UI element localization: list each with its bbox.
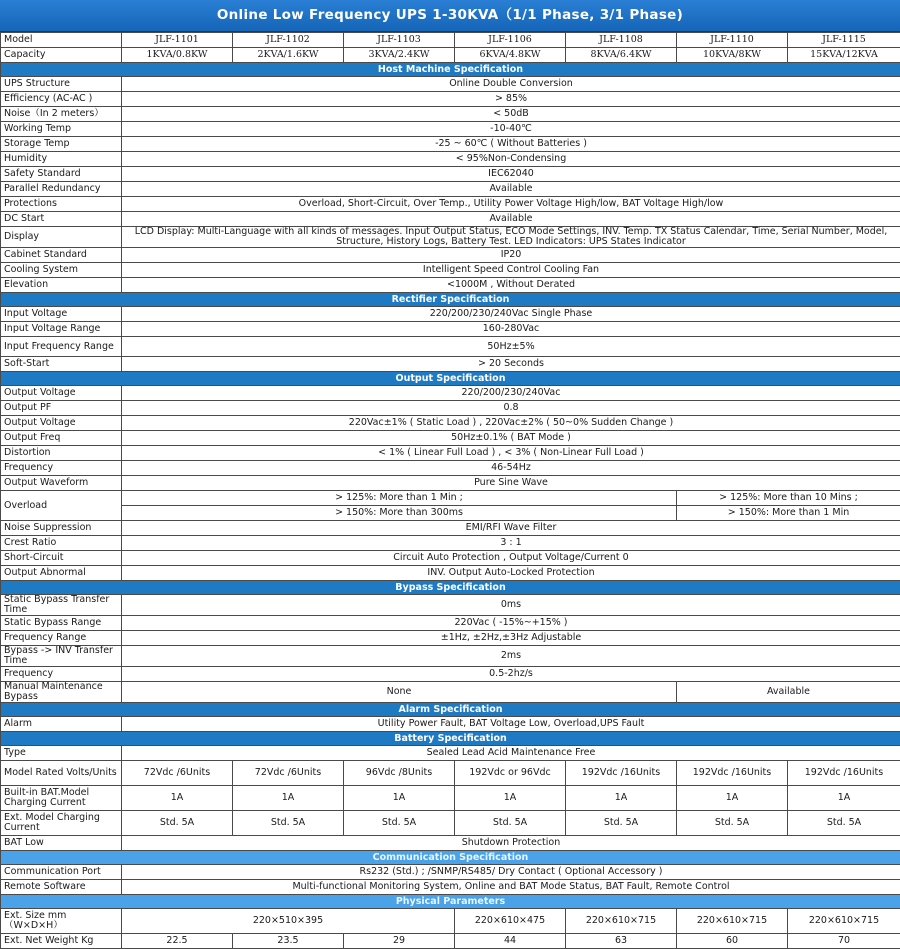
- section-header-bypass: [1, 581, 900, 595]
- model-value: 1A: [233, 786, 344, 811]
- model-value: 15KVA/12KVA: [788, 48, 900, 63]
- spec-row-static-bypass-transfer-time: [1, 595, 900, 616]
- spec-label: Humidity: [1, 152, 122, 167]
- section-title: Bypass Specification: [1, 581, 900, 595]
- model-value: 1A: [788, 786, 900, 811]
- spec-row-efficiency-ac-ac: [1, 92, 900, 107]
- section-header-comm: [1, 851, 900, 865]
- model-value: 44: [455, 934, 566, 949]
- spec-label: Distortion: [1, 446, 122, 461]
- spec-value: ±1Hz, ±2Hz,±3Hz Adjustable: [122, 631, 900, 646]
- spec-value: Available: [122, 182, 900, 197]
- spec-label: Protections: [1, 197, 122, 212]
- model-value: 23.5: [233, 934, 344, 949]
- model-value: 10KVA/8KW: [677, 48, 788, 63]
- model-value: Std. 5A: [122, 811, 233, 836]
- spec-label: Input Frequency Range: [1, 337, 122, 357]
- model-value: JLF-1106: [455, 33, 566, 48]
- spec-row-cabinet-standard: [1, 248, 900, 263]
- spec-value: IP20: [122, 248, 900, 263]
- spec-label: Elevation: [1, 278, 122, 293]
- spec-label: Short-Circuit: [1, 551, 122, 566]
- spec-value: IEC62040: [122, 167, 900, 182]
- model-value: 192Vdc or 96Vdc: [455, 761, 566, 786]
- model-value: 220×610×715: [677, 909, 788, 934]
- section-header-rectifier: [1, 293, 900, 307]
- spec-label: Output Voltage: [1, 416, 122, 431]
- section-title: Communication Specification: [1, 851, 900, 865]
- model-value: JLF-1115: [788, 33, 900, 48]
- spec-label: Manual Maintenance Bypass: [1, 682, 122, 703]
- spec-label: Static Bypass Transfer Time: [1, 595, 122, 616]
- spec-row-ext-size: [1, 909, 900, 934]
- spec-value: 220/200/230/240Vac Single Phase: [122, 307, 900, 322]
- section-title: Physical Parameters: [1, 895, 900, 909]
- spec-value: INV. Output Auto-Locked Protection: [122, 566, 900, 581]
- spec-label: Input Voltage: [1, 307, 122, 322]
- spec-value: > 85%: [122, 92, 900, 107]
- spec-row-manual-bypass: [1, 682, 900, 703]
- spec-row-output-voltage: [1, 416, 900, 431]
- spec-label: Alarm: [1, 717, 122, 732]
- spec-value: 220Vac ( -15%~+15% ): [122, 616, 900, 631]
- spec-value: < 1% ( Linear Full Load ) , < 3% ( Non-Linear Full Load ): [122, 446, 900, 461]
- spec-value: > 20 Seconds: [122, 357, 900, 372]
- spec-row-output-abnormal: [1, 566, 900, 581]
- capacity-row: [1, 48, 900, 63]
- spec-row-net-weight: [1, 934, 900, 949]
- spec-value: Overload, Short-Circuit, Over Temp., Utility Power Voltage High/low, BAT Voltage High/low: [122, 197, 900, 212]
- model-value: Std. 5A: [677, 811, 788, 836]
- spec-label: Noise Suppression: [1, 521, 122, 536]
- spec-row-battery-builtin: [1, 786, 900, 811]
- spec-row-elevation: [1, 278, 900, 293]
- spec-row-overload-1: [1, 491, 900, 506]
- spec-row-working-temp: [1, 122, 900, 137]
- spec-label: Efficiency (AC-AC ): [1, 92, 122, 107]
- spec-label: Output Abnormal: [1, 566, 122, 581]
- spec-value: 3 : 1: [122, 536, 900, 551]
- spec-value: -10-40℃: [122, 122, 900, 137]
- spec-row-display: [1, 227, 900, 248]
- spec-row-frequency-range: [1, 631, 900, 646]
- spec-value: 0.8: [122, 401, 900, 416]
- model-value: JLF-1103: [344, 33, 455, 48]
- model-value: 1A: [455, 786, 566, 811]
- spec-label: Type: [1, 746, 122, 761]
- spec-row-soft-start: [1, 357, 900, 372]
- model-value: 192Vdc /16Units: [566, 761, 677, 786]
- overload-right-1: > 125%: More than 10 Mins ;: [677, 491, 900, 506]
- spec-row-noise-suppression: [1, 521, 900, 536]
- spec-row-storage-temp: [1, 137, 900, 152]
- spec-label: Cooling System: [1, 263, 122, 278]
- spec-row-protections: [1, 197, 900, 212]
- size-small: 220×510×395: [122, 909, 455, 934]
- spec-row-dc-start: [1, 212, 900, 227]
- spec-value: Multi-functional Monitoring System, Online and BAT Mode Status, BAT Fault, Remote Control: [122, 880, 900, 895]
- spec-row-output-waveform: [1, 476, 900, 491]
- spec-label: Bypass -> INV Transfer Time: [1, 646, 122, 667]
- section-title: Battery Specification: [1, 732, 900, 746]
- model-row: [1, 33, 900, 48]
- spec-label: Built-in BAT.Model Charging Current: [1, 786, 122, 811]
- model-value: JLF-1110: [677, 33, 788, 48]
- overload-left-1: > 125%: More than 1 Min ;: [122, 491, 677, 506]
- spec-label: Safety Standard: [1, 167, 122, 182]
- spec-value: EMI/RFI Wave Filter: [122, 521, 900, 536]
- section-header-physical: [1, 895, 900, 909]
- model-value: 6KVA/4.8KW: [455, 48, 566, 63]
- spec-label: Storage Temp: [1, 137, 122, 152]
- spec-label: UPS Structure: [1, 77, 122, 92]
- spec-row-battery-type: [1, 746, 900, 761]
- spec-row-comm-port: [1, 865, 900, 880]
- spec-row-humidity: [1, 152, 900, 167]
- spec-label: Display: [1, 227, 122, 248]
- spec-value: <1000M , Without Derated: [122, 278, 900, 293]
- model-value: 220×610×715: [566, 909, 677, 934]
- spec-label: Output Freq: [1, 431, 122, 446]
- spec-row-crest-ratio: [1, 536, 900, 551]
- spec-row-battery-low: [1, 836, 900, 851]
- spec-label: Model: [1, 33, 122, 48]
- spec-row-input-frequency-range: [1, 337, 900, 357]
- model-value: 29: [344, 934, 455, 949]
- model-value: 96Vdc /8Units: [344, 761, 455, 786]
- spec-row-output-freq: [1, 431, 900, 446]
- model-value: Std. 5A: [566, 811, 677, 836]
- model-value: 220×610×475: [455, 909, 566, 934]
- model-value: 1A: [122, 786, 233, 811]
- spec-row-frequency: [1, 461, 900, 476]
- spec-label: Static Bypass Range: [1, 616, 122, 631]
- spec-row-output-voltage: [1, 386, 900, 401]
- spec-row-remote-software: [1, 880, 900, 895]
- spec-label: Ext. Size mm（W×D×H）: [1, 909, 122, 934]
- model-value: 1A: [344, 786, 455, 811]
- spec-value: Available: [122, 212, 900, 227]
- spec-label: Overload: [1, 491, 122, 521]
- spec-value: 50Hz±5%: [122, 337, 900, 357]
- spec-row-ups-structure: [1, 77, 900, 92]
- spec-label: Soft-Start: [1, 357, 122, 372]
- spec-value: LCD Display: Multi-Language with all kinds of messages. Input Output Status, ECO Mode Settings, INV. Temp. TX Status Calendar, Time, Serial Number, Model, Structure, History Logs, Battery Test. LED Indicators: UPS States Indicator: [122, 227, 900, 248]
- spec-row-battery-ext: [1, 811, 900, 836]
- spec-label: Crest Ratio: [1, 536, 122, 551]
- spec-label: Capacity: [1, 48, 122, 63]
- spec-row-output-pf: [1, 401, 900, 416]
- spec-value: 220Vac±1% ( Static Load ) , 220Vac±2% ( 50~0% Sudden Change ): [122, 416, 900, 431]
- spec-value: Pure Sine Wave: [122, 476, 900, 491]
- spec-table: [0, 32, 900, 949]
- spec-label: Cabinet Standard: [1, 248, 122, 263]
- model-value: 60: [677, 934, 788, 949]
- section-header-battery: [1, 732, 900, 746]
- spec-label: Remote Software: [1, 880, 122, 895]
- section-header-host: [1, 63, 900, 77]
- spec-value: Sealed Lead Acid Maintenance Free: [122, 746, 900, 761]
- model-value: 192Vdc /16Units: [677, 761, 788, 786]
- spec-value: 2ms: [122, 646, 900, 667]
- spec-label: Output PF: [1, 401, 122, 416]
- model-value: 72Vdc /6Units: [122, 761, 233, 786]
- spec-row-static-bypass-range: [1, 616, 900, 631]
- spec-label: BAT Low: [1, 836, 122, 851]
- spec-value: 220/200/230/240Vac: [122, 386, 900, 401]
- spec-label: Input Voltage Range: [1, 322, 122, 337]
- spec-row-cooling-system: [1, 263, 900, 278]
- spec-value: Intelligent Speed Control Cooling Fan: [122, 263, 900, 278]
- spec-row-noise-in-2-meters: [1, 107, 900, 122]
- spec-value: 0ms: [122, 595, 900, 616]
- spec-label: Ext. Net Weight Kg: [1, 934, 122, 949]
- spec-value: Shutdown Protection: [122, 836, 900, 851]
- overload-left-2: > 150%: More than 300ms: [122, 506, 677, 521]
- model-value: Std. 5A: [788, 811, 900, 836]
- spec-value: 50Hz±0.1% ( BAT Mode ): [122, 431, 900, 446]
- model-value: 192Vdc /16Units: [788, 761, 900, 786]
- spec-label: Frequency: [1, 667, 122, 682]
- spec-row-input-voltage: [1, 307, 900, 322]
- spec-row-overload-2: [1, 506, 900, 521]
- spec-row-frequency: [1, 667, 900, 682]
- spec-row-input-voltage-range: [1, 322, 900, 337]
- model-value: Std. 5A: [455, 811, 566, 836]
- spec-value: Utility Power Fault, BAT Voltage Low, Overload,UPS Fault: [122, 717, 900, 732]
- sheet-title: Online Low Frequency UPS 1-30KVA（1/1 Phase, 3/1 Phase): [0, 0, 900, 32]
- manual-bypass-right: Available: [677, 682, 900, 703]
- spec-value: Online Double Conversion: [122, 77, 900, 92]
- spec-value: 160-280Vac: [122, 322, 900, 337]
- section-header-output: [1, 372, 900, 386]
- model-value: 1A: [566, 786, 677, 811]
- model-value: 1KVA/0.8KW: [122, 48, 233, 63]
- spec-row-battery-rated: [1, 761, 900, 786]
- spec-value: Rs232 (Std.) ; /SNMP/RS485/ Dry Contact ( Optional Accessory ): [122, 865, 900, 880]
- model-value: 70: [788, 934, 900, 949]
- spec-row-bypass-inv-transfer-time: [1, 646, 900, 667]
- manual-bypass-left: None: [122, 682, 677, 703]
- spec-label: Communication Port: [1, 865, 122, 880]
- spec-row-safety-standard: [1, 167, 900, 182]
- model-value: 22.5: [122, 934, 233, 949]
- model-value: 1A: [677, 786, 788, 811]
- section-title: Alarm Specification: [1, 703, 900, 717]
- spec-label: Frequency Range: [1, 631, 122, 646]
- spec-value: 46-54Hz: [122, 461, 900, 476]
- spec-value: -25 ~ 60℃ ( Without Batteries ): [122, 137, 900, 152]
- spec-label: Ext. Model Charging Current: [1, 811, 122, 836]
- model-value: 2KVA/1.6KW: [233, 48, 344, 63]
- model-value: 3KVA/2.4KW: [344, 48, 455, 63]
- spec-value: Circuit Auto Protection , Output Voltage/Current 0: [122, 551, 900, 566]
- spec-label: Output Waveform: [1, 476, 122, 491]
- model-value: 8KVA/6.4KW: [566, 48, 677, 63]
- model-value: JLF-1101: [122, 33, 233, 48]
- spec-value: < 95%Non-Condensing: [122, 152, 900, 167]
- overload-right-2: > 150%: More than 1 Min: [677, 506, 900, 521]
- spec-value: 0.5-2hz/s: [122, 667, 900, 682]
- spec-row-parallel-redundancy: [1, 182, 900, 197]
- model-value: 72Vdc /6Units: [233, 761, 344, 786]
- spec-label: Noise（In 2 meters）: [1, 107, 122, 122]
- model-value: Std. 5A: [344, 811, 455, 836]
- spec-label: Working Temp: [1, 122, 122, 137]
- model-value: 63: [566, 934, 677, 949]
- section-title: Rectifier Specification: [1, 293, 900, 307]
- section-title: Host Machine Specification: [1, 63, 900, 77]
- spec-label: Frequency: [1, 461, 122, 476]
- spec-label: Model Rated Volts/Units: [1, 761, 122, 786]
- spec-label: Output Voltage: [1, 386, 122, 401]
- section-title: Output Specification: [1, 372, 900, 386]
- model-value: JLF-1108: [566, 33, 677, 48]
- spec-row-alarm: [1, 717, 900, 732]
- spec-row-distortion: [1, 446, 900, 461]
- model-value: 220×610×715: [788, 909, 900, 934]
- section-header-alarm: [1, 703, 900, 717]
- spec-row-short-circuit: [1, 551, 900, 566]
- spec-label: Parallel Redundancy: [1, 182, 122, 197]
- model-value: JLF-1102: [233, 33, 344, 48]
- spec-label: DC Start: [1, 212, 122, 227]
- model-value: Std. 5A: [233, 811, 344, 836]
- spec-value: < 50dB: [122, 107, 900, 122]
